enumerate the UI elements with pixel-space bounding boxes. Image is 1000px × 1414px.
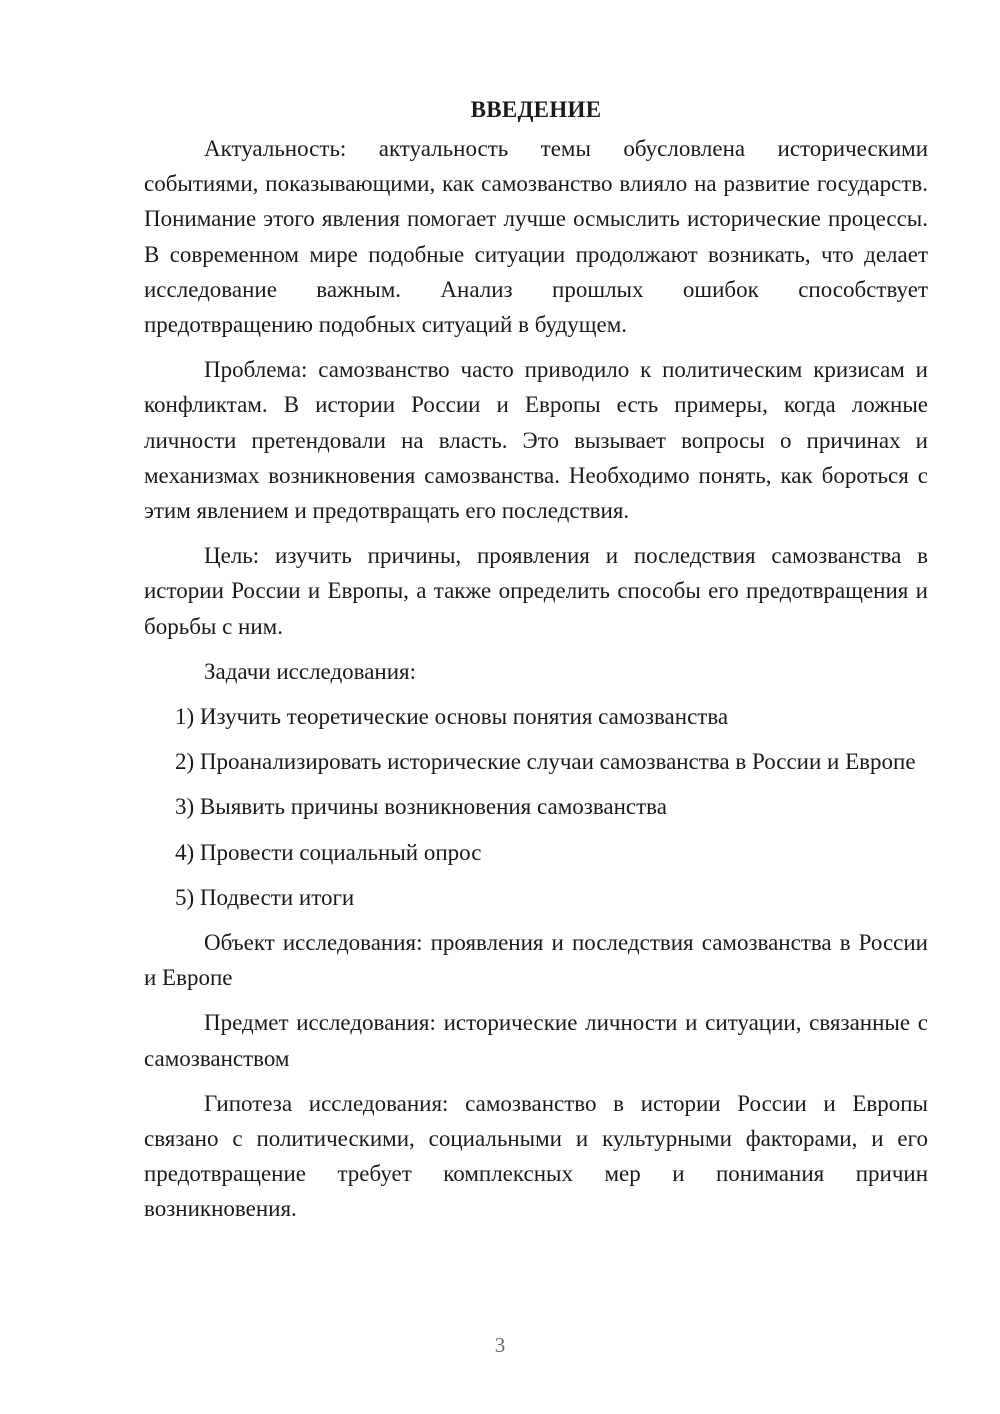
page-title: ВВЕДЕНИЕ bbox=[470, 97, 602, 122]
document-page bbox=[144, 92, 928, 1237]
paragraph-object: Объект исследования: проявления и последствия самозванства в России и Европе bbox=[144, 930, 928, 991]
tasks-list bbox=[144, 699, 928, 915]
list-item: 5) Подвести итоги bbox=[175, 884, 355, 910]
list-item: 3) Выявить причины возникновения самозванства bbox=[175, 794, 667, 820]
list-item: 1) Изучить теоретические основы понятия самозванства bbox=[175, 704, 729, 730]
paragraph-goal: Цель: изучить причины, проявления и последствия самозванства в истории России и Европы, а также определить способы его предотвращения и борьбы с ним. bbox=[144, 543, 928, 639]
list-item: 4) Провести социальный опрос bbox=[175, 839, 482, 865]
page-number: 3 bbox=[494, 1333, 506, 1357]
paragraph-problem: Проблема: самозванство часто приводило к политическим кризисам и конфликтам. В истории России и Европы есть примеры, когда ложные личности претендовали на власть. Это вызывает вопросы о причинах и механизмах возникновения самозванства. Необходимо понять, как бороться с этим явлением и предотвращать его последствия. bbox=[144, 357, 928, 524]
paragraph-relevance: Актуальность: актуальность темы обусловлена историческими событиями, показывающими, как самозванство влияло на развитие государств. Понимание этого явления помогает лучше осмыслить исторические процессы. В современном мире подобные ситуации продолжают возникать, что делает исследование важным. Анализ прошлых ошибок способствует предотвращению подобных ситуаций в будущем. bbox=[144, 136, 928, 338]
tasks-heading: Задачи исследования: bbox=[204, 658, 417, 684]
paragraph-subject: Предмет исследования: исторические личности и ситуации, связанные с самозванством bbox=[144, 1010, 928, 1071]
paragraph-hypothesis: Гипотеза исследования: самозванство в истории России и Европы связано с политическими, социальными и культурными факторами, и его предотвращение требует комплексных мер и понимания причин возникновения. bbox=[144, 1090, 928, 1222]
list-item: 2) Проанализировать исторические случаи самозванства в России и Европе bbox=[175, 749, 916, 775]
